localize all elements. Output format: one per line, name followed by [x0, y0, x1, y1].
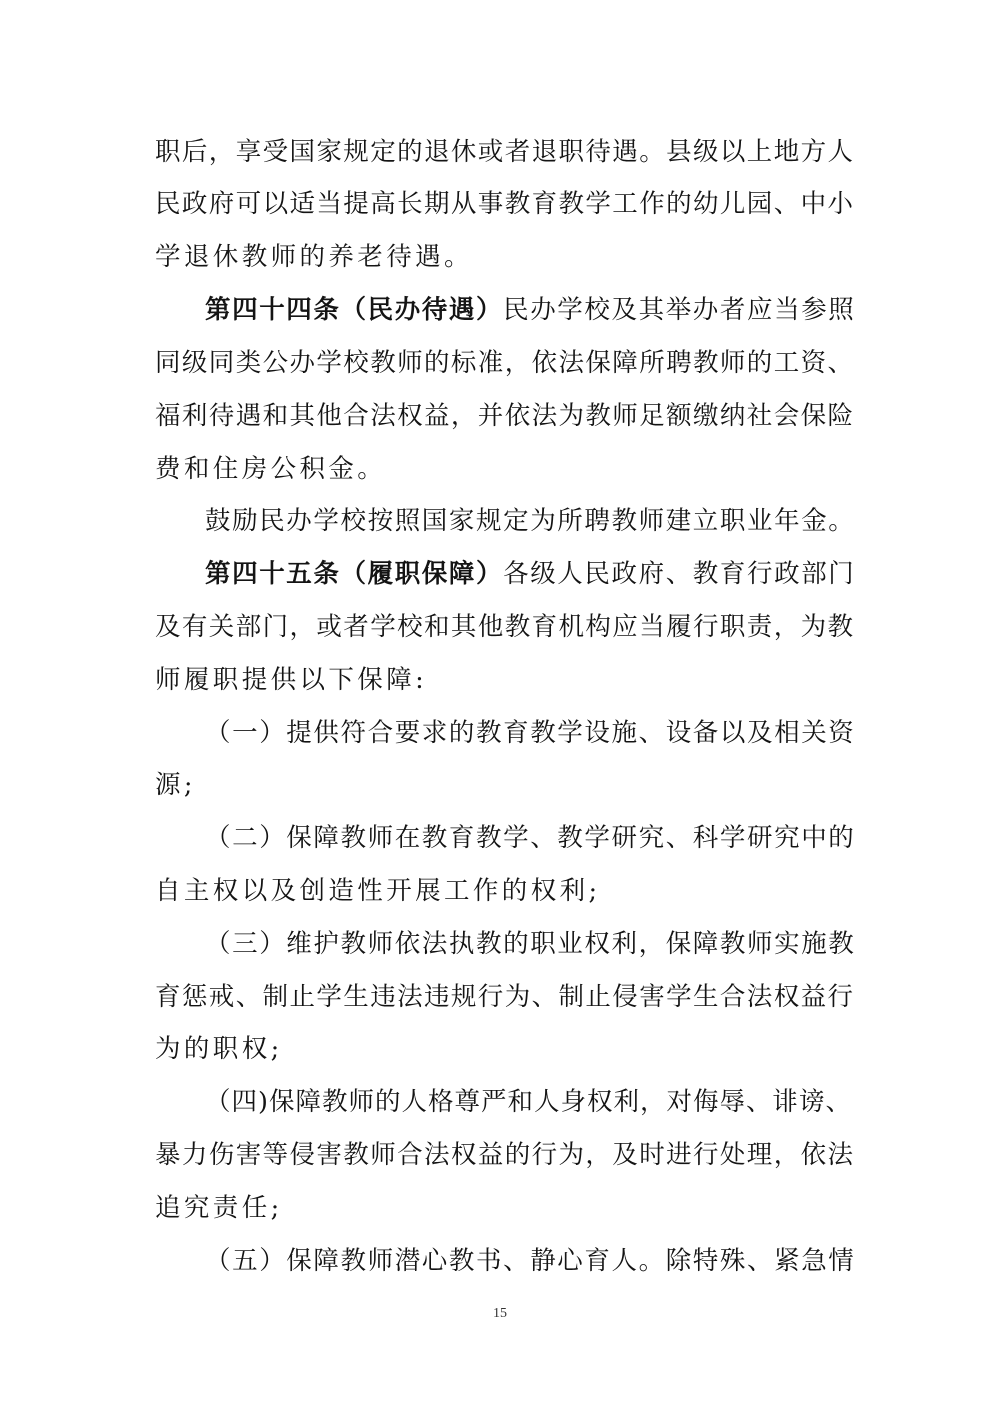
text-line — [205, 1235, 855, 1287]
text-run: 民政府可以适当提高长期从事教育教学工作的幼儿园、中小 — [155, 189, 855, 219]
text-run: 职后，享受国家规定的退休或者退职待遇。县级以上地方人 — [155, 137, 855, 167]
text-run: 学退休教师的养老待遇。 — [155, 242, 473, 272]
text-run: 师履职提供以下保障: — [155, 665, 428, 695]
text-line — [155, 601, 855, 653]
article-heading: 第四十四条（民办待遇） — [205, 295, 504, 325]
text-line — [205, 495, 855, 547]
text-run: 自主权以及创造性开展工作的权利; — [155, 876, 601, 906]
page-number: 15 — [493, 1306, 507, 1321]
text-line — [155, 971, 855, 1023]
text-run: （五）保障教师潜心教书、静心育人。除特殊、紧急情 — [205, 1246, 856, 1276]
text-line — [155, 1129, 855, 1181]
text-run: 为的职权; — [155, 1034, 283, 1064]
text-line — [155, 231, 855, 283]
article-45-line — [205, 548, 855, 600]
text-line — [155, 390, 855, 442]
text-line — [155, 337, 855, 389]
text-run: （四)保障教师的人格尊严和人身权利，对侮辱、诽谤、 — [205, 1087, 852, 1117]
text-line — [205, 707, 855, 759]
text-run: 及有关部门，或者学校和其他教育机构应当履行职责，为教 — [155, 612, 855, 642]
text-run: 暴力伤害等侵害教师合法权益的行为，及时进行处理，依法 — [155, 1140, 855, 1170]
text-run: 费和住房公积金。 — [155, 454, 387, 484]
text-run: 各级人民政府、教育行政部门 — [503, 559, 856, 589]
text-line — [155, 1182, 855, 1234]
text-line — [205, 918, 855, 970]
text-run: 追究责任; — [155, 1193, 283, 1223]
text-run: 育惩戒、制止学生违法违规行为、制止侵害学生合法权益行 — [155, 982, 855, 1012]
text-run: 鼓励民办学校按照国家规定为所聘教师建立职业年金。 — [205, 506, 856, 536]
text-line — [155, 126, 855, 178]
text-line — [205, 1076, 855, 1128]
text-line — [155, 865, 855, 917]
text-run: （三）维护教师依法执教的职业权利，保障教师实施教 — [205, 929, 856, 959]
text-run: 同级同类公办学校教师的标准，依法保障所聘教师的工资、 — [155, 348, 855, 378]
text-run: （一）提供符合要求的教育教学设施、设备以及相关资 — [205, 718, 856, 748]
text-line — [155, 178, 855, 230]
text-line — [155, 759, 855, 811]
article-heading: 第四十五条（履职保障） — [205, 559, 504, 589]
text-line — [155, 654, 855, 706]
text-line — [155, 1023, 855, 1075]
text-line — [205, 812, 855, 864]
text-run: 民办学校及其举办者应当参照 — [503, 295, 856, 325]
text-run: 源; — [155, 770, 196, 800]
text-run: 福利待遇和其他合法权益，并依法为教师足额缴纳社会保险 — [155, 401, 855, 431]
article-44-line — [205, 284, 855, 336]
text-line — [155, 443, 855, 495]
text-run: （二）保障教师在教育教学、教学研究、科学研究中的 — [205, 823, 856, 853]
